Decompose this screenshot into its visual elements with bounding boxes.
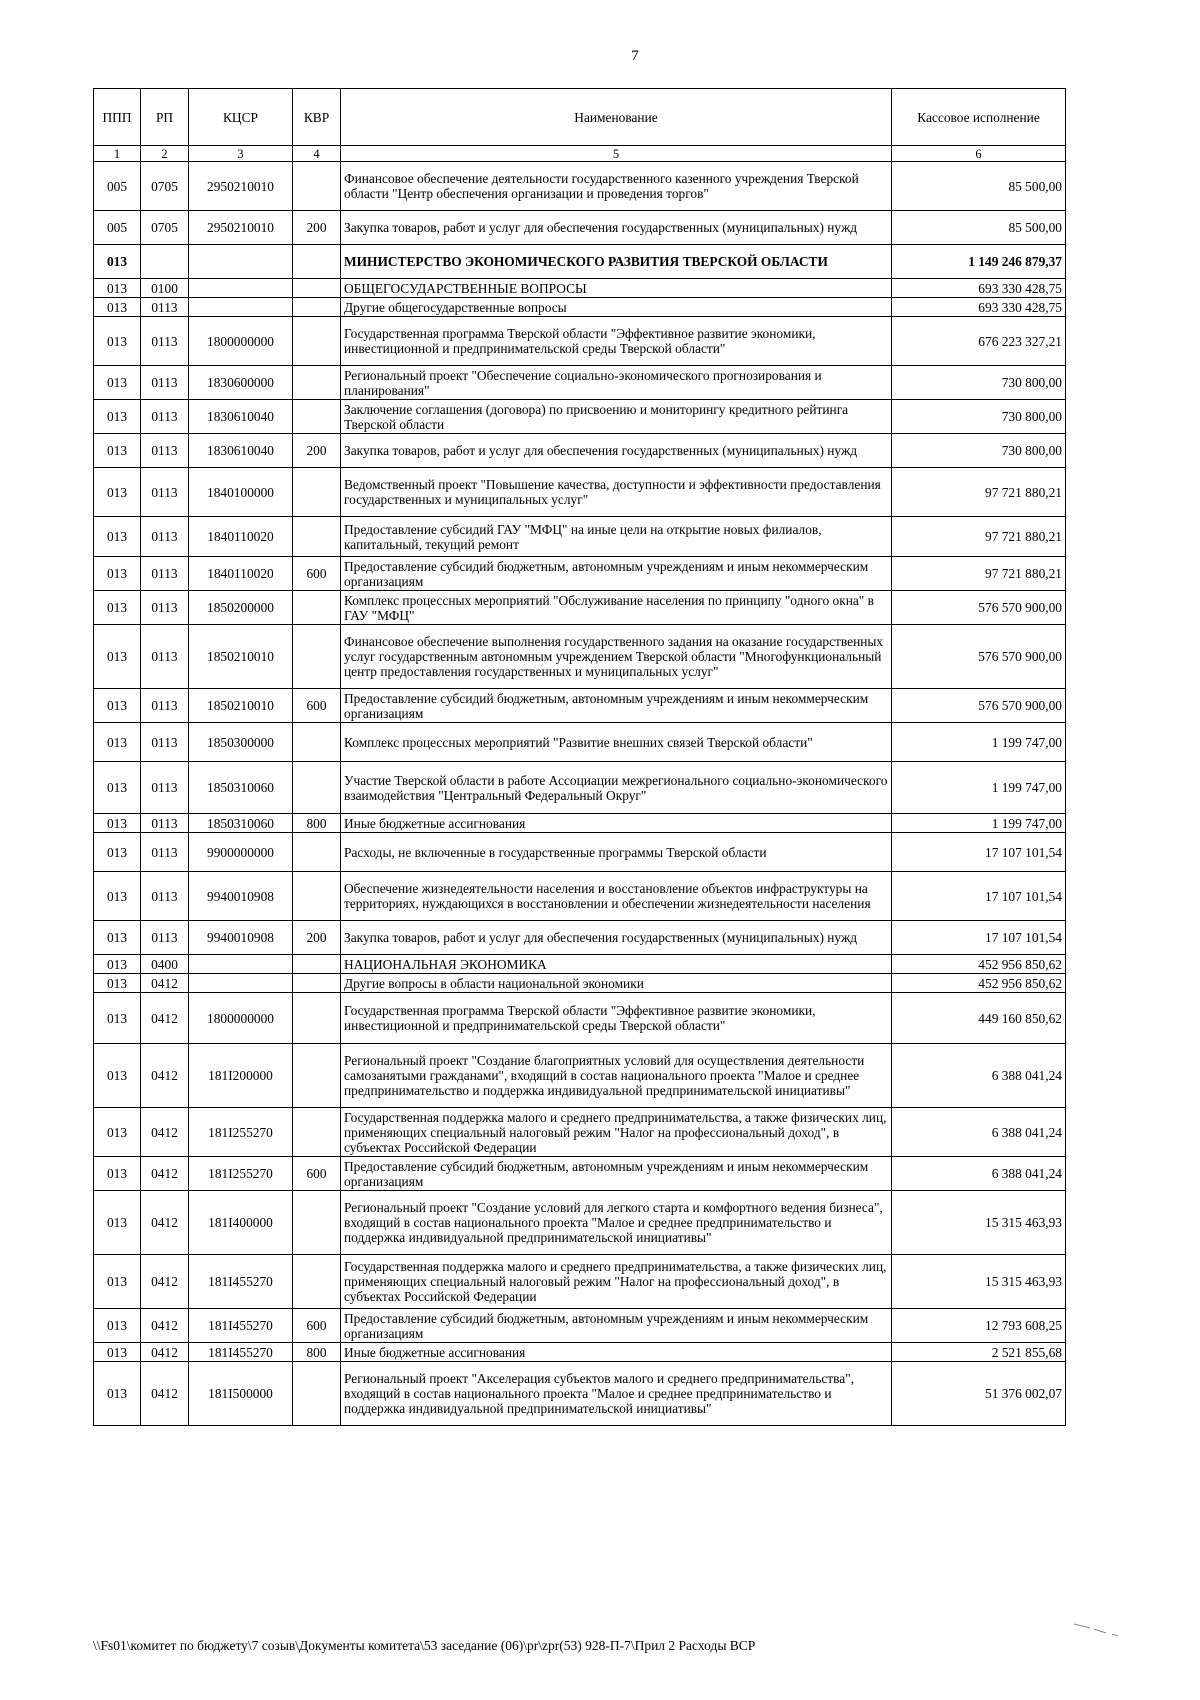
- cell-name: Закупка товаров, работ и услуг для обеспечения государственных (муниципальных) нужд: [341, 434, 892, 468]
- cell-rp: 0113: [141, 591, 189, 625]
- cell-ppp: 005: [94, 211, 141, 245]
- cell-amount: 449 160 850,62: [892, 993, 1066, 1044]
- cell-rp: 0400: [141, 955, 189, 974]
- cell-ppp: 013: [94, 400, 141, 434]
- cell-name: Финансовое обеспечение выполнения государственного задания на оказание государственных услуг государственным автономным учреждением Тверской области "Многофункциональный центр предоставления государственных и муниципальных услуг": [341, 625, 892, 689]
- cell-ppp: 013: [94, 1108, 141, 1157]
- cell-rp: 0113: [141, 557, 189, 591]
- cell-amount: 693 330 428,75: [892, 279, 1066, 298]
- cell-amount: 576 570 900,00: [892, 591, 1066, 625]
- header-rp: РП: [141, 89, 189, 146]
- cell-ppp: 013: [94, 814, 141, 833]
- cell-name: Другие вопросы в области национальной экономики: [341, 974, 892, 993]
- cell-rp: 0412: [141, 1108, 189, 1157]
- cell-kvr: [293, 762, 341, 814]
- cell-kcsr: 1850210010: [189, 625, 293, 689]
- cell-rp: 0412: [141, 1362, 189, 1426]
- table-row: [94, 279, 1066, 298]
- cell-amount: 97 721 880,21: [892, 517, 1066, 557]
- cell-kcsr: 2950210010: [189, 211, 293, 245]
- cell-kcsr: 1830610040: [189, 434, 293, 468]
- cell-ppp: 013: [94, 993, 141, 1044]
- table-row: [94, 814, 1066, 833]
- cell-name: МИНИСТЕРСТВО ЭКОНОМИЧЕСКОГО РАЗВИТИЯ ТВЕРСКОЙ ОБЛАСТИ: [341, 245, 892, 279]
- cell-rp: 0412: [141, 1191, 189, 1255]
- cell-rp: 0113: [141, 921, 189, 955]
- cell-kcsr: 1850200000: [189, 591, 293, 625]
- cell-kvr: [293, 317, 341, 366]
- cell-ppp: 013: [94, 1309, 141, 1343]
- cell-kvr: 600: [293, 1309, 341, 1343]
- cell-kcsr: 9940010908: [189, 921, 293, 955]
- cell-ppp: 013: [94, 557, 141, 591]
- table-row: [94, 400, 1066, 434]
- column-number: 4: [293, 146, 341, 162]
- cell-rp: 0412: [141, 1157, 189, 1191]
- cell-rp: 0113: [141, 723, 189, 762]
- cell-rp: 0113: [141, 517, 189, 557]
- cell-kvr: 600: [293, 1157, 341, 1191]
- cell-kvr: [293, 162, 341, 211]
- cell-ppp: 013: [94, 1255, 141, 1309]
- cell-kcsr: 181I400000: [189, 1191, 293, 1255]
- cell-ppp: 013: [94, 317, 141, 366]
- cell-name: Другие общегосударственные вопросы: [341, 298, 892, 317]
- cell-kcsr: 1850210010: [189, 689, 293, 723]
- page-number: 7: [631, 48, 639, 64]
- cell-amount: 15 315 463,93: [892, 1191, 1066, 1255]
- column-number: 3: [189, 146, 293, 162]
- cell-kvr: 200: [293, 211, 341, 245]
- cell-ppp: 013: [94, 1362, 141, 1426]
- cell-kvr: 600: [293, 557, 341, 591]
- cell-amount: 6 388 041,24: [892, 1108, 1066, 1157]
- header-kvr: КВР: [293, 89, 341, 146]
- cell-kcsr: 9900000000: [189, 833, 293, 872]
- cell-rp: 0705: [141, 211, 189, 245]
- header-name: Наименование: [341, 89, 892, 146]
- cell-amount: 730 800,00: [892, 400, 1066, 434]
- cell-name: НАЦИОНАЛЬНАЯ ЭКОНОМИКА: [341, 955, 892, 974]
- cell-ppp: 013: [94, 1343, 141, 1362]
- cell-name: Участие Тверской области в работе Ассоциации межрегионального социально-экономического взаимодействия "Центральный Федеральный Округ": [341, 762, 892, 814]
- header-kcsr: КЦСР: [189, 89, 293, 146]
- cell-kvr: [293, 298, 341, 317]
- cell-ppp: 013: [94, 689, 141, 723]
- table-row: [94, 1157, 1066, 1191]
- table-row: [94, 366, 1066, 400]
- table-row: [94, 993, 1066, 1044]
- cell-rp: 0113: [141, 434, 189, 468]
- cell-amount: 452 956 850,62: [892, 974, 1066, 993]
- cell-name: Предоставление субсидий ГАУ "МФЦ" на иные цели на открытие новых филиалов, капитальный, текущий ремонт: [341, 517, 892, 557]
- cell-kcsr: 1850310060: [189, 814, 293, 833]
- cell-ppp: 013: [94, 872, 141, 921]
- cell-kvr: [293, 1255, 341, 1309]
- cell-rp: 0113: [141, 400, 189, 434]
- cell-ppp: 013: [94, 245, 141, 279]
- cell-rp: 0113: [141, 814, 189, 833]
- cell-kvr: [293, 723, 341, 762]
- cell-amount: 693 330 428,75: [892, 298, 1066, 317]
- column-number: 2: [141, 146, 189, 162]
- cell-ppp: 013: [94, 921, 141, 955]
- cell-kcsr: 1830600000: [189, 366, 293, 400]
- table-row: [94, 955, 1066, 974]
- table-row: [94, 1044, 1066, 1108]
- cell-rp: 0113: [141, 762, 189, 814]
- cell-name: Комплекс процессных мероприятий "Обслуживание населения по принципу "одного окна" в ГАУ "МФЦ": [341, 591, 892, 625]
- cell-kvr: [293, 591, 341, 625]
- cell-rp: 0113: [141, 298, 189, 317]
- cell-ppp: 013: [94, 366, 141, 400]
- cell-ppp: 013: [94, 625, 141, 689]
- cell-amount: 17 107 101,54: [892, 833, 1066, 872]
- cell-amount: 676 223 327,21: [892, 317, 1066, 366]
- cell-name: Региональный проект "Обеспечение социально-экономического прогнозирования и планирования": [341, 366, 892, 400]
- cell-kvr: 600: [293, 689, 341, 723]
- cell-kcsr: 181I455270: [189, 1343, 293, 1362]
- cell-amount: 15 315 463,93: [892, 1255, 1066, 1309]
- cell-ppp: 013: [94, 434, 141, 468]
- cell-name: Заключение соглашения (договора) по присвоению и мониторингу кредитного рейтинга Тверской области: [341, 400, 892, 434]
- cell-amount: 17 107 101,54: [892, 872, 1066, 921]
- table-row: [94, 1362, 1066, 1426]
- cell-ppp: 005: [94, 162, 141, 211]
- table-row: [94, 833, 1066, 872]
- cell-name: Финансовое обеспечение деятельности государственного казенного учреждения Тверской области "Центр обеспечения организации и проведения торгов": [341, 162, 892, 211]
- cell-amount: 730 800,00: [892, 434, 1066, 468]
- cell-name: Государственная программа Тверской области "Эффективное развитие экономики, инвестиционной и предпринимательской среды Тверской области": [341, 993, 892, 1044]
- table-row: [94, 762, 1066, 814]
- cell-rp: [141, 245, 189, 279]
- header-ppp: ППП: [94, 89, 141, 146]
- cell-kcsr: 1840110020: [189, 557, 293, 591]
- cell-kvr: [293, 833, 341, 872]
- footer-file-path: \\Fs01\комитет по бюджету\7 созыв\Документы комитета\53 заседание (06)\pr\zpr(53) 928-П-7\Прил 2 Расходы ВСР: [93, 1638, 756, 1653]
- cell-kcsr: 1800000000: [189, 317, 293, 366]
- cell-amount: 1 199 747,00: [892, 814, 1066, 833]
- cell-name: Региональный проект "Акселерация субъектов малого и среднего предпринимательства", входящий в состав национального проекта "Малое и среднее предпринимательство и поддержка индивидуальной предпринимательской инициативы": [341, 1362, 892, 1426]
- cell-ppp: 013: [94, 591, 141, 625]
- table-row: [94, 317, 1066, 366]
- cell-ppp: 013: [94, 974, 141, 993]
- cell-kvr: [293, 468, 341, 517]
- cell-amount: 17 107 101,54: [892, 921, 1066, 955]
- cell-kvr: [293, 400, 341, 434]
- cell-name: Государственная поддержка малого и среднего предпринимательства, а также физических лиц, применяющих специальный налоговый режим "Налог на профессиональный доход", в субъектах Российской Федерации: [341, 1255, 892, 1309]
- cell-kcsr: 181I255270: [189, 1157, 293, 1191]
- cell-kcsr: [189, 279, 293, 298]
- cell-kvr: 800: [293, 1343, 341, 1362]
- cell-kcsr: 1850310060: [189, 762, 293, 814]
- table-row: [94, 921, 1066, 955]
- cell-ppp: 013: [94, 955, 141, 974]
- cell-rp: 0100: [141, 279, 189, 298]
- cell-rp: 0113: [141, 872, 189, 921]
- cell-amount: 6 388 041,24: [892, 1044, 1066, 1108]
- cell-kvr: [293, 517, 341, 557]
- cell-kvr: [293, 955, 341, 974]
- cell-rp: 0412: [141, 1343, 189, 1362]
- cell-rp: 0412: [141, 1044, 189, 1108]
- cell-kcsr: [189, 245, 293, 279]
- cell-ppp: 013: [94, 1157, 141, 1191]
- cell-kcsr: 1800000000: [189, 993, 293, 1044]
- cell-rp: 0412: [141, 974, 189, 993]
- cell-amount: 97 721 880,21: [892, 468, 1066, 517]
- cell-name: Комплекс процессных мероприятий "Развитие внешних связей Тверской области": [341, 723, 892, 762]
- table-row: [94, 1309, 1066, 1343]
- cell-amount: 1 149 246 879,37: [892, 245, 1066, 279]
- cell-amount: 2 521 855,68: [892, 1343, 1066, 1362]
- cell-name: Предоставление субсидий бюджетным, автономным учреждениям и иным некоммерческим организациям: [341, 557, 892, 591]
- table-row: [94, 1191, 1066, 1255]
- cell-amount: 85 500,00: [892, 211, 1066, 245]
- cell-amount: 576 570 900,00: [892, 689, 1066, 723]
- table-row: [94, 1108, 1066, 1157]
- cell-name: Закупка товаров, работ и услуг для обеспечения государственных (муниципальных) нужд: [341, 921, 892, 955]
- cell-amount: 85 500,00: [892, 162, 1066, 211]
- cell-rp: 0412: [141, 1255, 189, 1309]
- cell-kvr: 800: [293, 814, 341, 833]
- table-row: [94, 298, 1066, 317]
- cell-kvr: [293, 872, 341, 921]
- cell-name: Закупка товаров, работ и услуг для обеспечения государственных (муниципальных) нужд: [341, 211, 892, 245]
- cell-ppp: 013: [94, 833, 141, 872]
- cell-kcsr: 1830610040: [189, 400, 293, 434]
- cell-kcsr: 9940010908: [189, 872, 293, 921]
- cell-amount: 97 721 880,21: [892, 557, 1066, 591]
- cell-kvr: [293, 625, 341, 689]
- table-row: [94, 468, 1066, 517]
- cell-name: Региональный проект "Создание благоприятных условий для осуществления деятельности самозанятыми гражданами", входящий в состав национального проекта "Малое и среднее предпринимательство и поддержка индивидуальной предпринимательской инициативы": [341, 1044, 892, 1108]
- cell-kvr: 200: [293, 434, 341, 468]
- cell-ppp: 013: [94, 468, 141, 517]
- cell-amount: 452 956 850,62: [892, 955, 1066, 974]
- cell-amount: 730 800,00: [892, 366, 1066, 400]
- column-number-row: [94, 146, 1066, 162]
- cell-kcsr: 181I455270: [189, 1255, 293, 1309]
- table-body: [94, 162, 1066, 1426]
- cell-name: Региональный проект "Создание условий для легкого старта и комфортного ведения бизнеса", входящий в состав национального проекта "Малое и среднее предпринимательство и поддержка индивидуальной предпринимательской инициативы": [341, 1191, 892, 1255]
- column-number: 1: [94, 146, 141, 162]
- cell-rp: 0113: [141, 833, 189, 872]
- cell-kcsr: 181I200000: [189, 1044, 293, 1108]
- table-row: [94, 723, 1066, 762]
- cell-name: Иные бюджетные ассигнования: [341, 814, 892, 833]
- cell-kvr: [293, 1191, 341, 1255]
- table-row: [94, 245, 1066, 279]
- cell-rp: 0113: [141, 689, 189, 723]
- table-row: [94, 1255, 1066, 1309]
- cell-kvr: 200: [293, 921, 341, 955]
- cell-rp: 0113: [141, 366, 189, 400]
- cell-amount: 51 376 002,07: [892, 1362, 1066, 1426]
- cell-name: Государственная поддержка малого и среднего предпринимательства, а также физических лиц, применяющих специальный налоговый режим "Налог на профессиональный доход", в субъектах Российской Федерации: [341, 1108, 892, 1157]
- table-row: [94, 689, 1066, 723]
- cell-kcsr: 1840100000: [189, 468, 293, 517]
- cell-kvr: [293, 366, 341, 400]
- cell-kvr: [293, 1044, 341, 1108]
- budget-table: [93, 88, 1066, 1426]
- cell-ppp: 013: [94, 298, 141, 317]
- table-row: [94, 625, 1066, 689]
- cell-kcsr: [189, 298, 293, 317]
- cell-kvr: [293, 245, 341, 279]
- cell-amount: 1 199 747,00: [892, 723, 1066, 762]
- cell-name: Предоставление субсидий бюджетным, автономным учреждениям и иным некоммерческим организациям: [341, 689, 892, 723]
- cell-kcsr: 181I255270: [189, 1108, 293, 1157]
- table-row: [94, 557, 1066, 591]
- cell-kcsr: [189, 955, 293, 974]
- cell-ppp: 013: [94, 723, 141, 762]
- table-row: [94, 1343, 1066, 1362]
- cell-ppp: 013: [94, 517, 141, 557]
- cell-amount: 12 793 608,25: [892, 1309, 1066, 1343]
- cell-ppp: 013: [94, 279, 141, 298]
- cell-name: Расходы, не включенные в государственные программы Тверской области: [341, 833, 892, 872]
- cell-kcsr: 2950210010: [189, 162, 293, 211]
- cell-name: Ведомственный проект "Повышение качества, доступности и эффективности предоставления государственных и муниципальных услуг": [341, 468, 892, 517]
- column-number: 6: [892, 146, 1066, 162]
- cell-rp: 0113: [141, 317, 189, 366]
- table-row: [94, 517, 1066, 557]
- table-row: [94, 872, 1066, 921]
- cell-rp: 0113: [141, 468, 189, 517]
- cell-kcsr: 181I500000: [189, 1362, 293, 1426]
- cell-ppp: 013: [94, 1191, 141, 1255]
- cell-kcsr: [189, 974, 293, 993]
- cell-kcsr: 1850300000: [189, 723, 293, 762]
- cell-name: Иные бюджетные ассигнования: [341, 1343, 892, 1362]
- cell-kvr: [293, 1108, 341, 1157]
- cell-rp: 0113: [141, 625, 189, 689]
- cell-name: Государственная программа Тверской области "Эффективное развитие экономики, инвестиционной и предпринимательской среды Тверской области": [341, 317, 892, 366]
- table-row: [94, 591, 1066, 625]
- table-row: [94, 974, 1066, 993]
- table-row: [94, 162, 1066, 211]
- cell-amount: 6 388 041,24: [892, 1157, 1066, 1191]
- cell-rp: 0412: [141, 1309, 189, 1343]
- cell-name: Обеспечение жизнедеятельности населения и восстановление объектов инфраструктуры на территориях, нуждающихся в восстановлении и обеспечении жизнедеятельности населения: [341, 872, 892, 921]
- cell-name: Предоставление субсидий бюджетным, автономным учреждениям и иным некоммерческим организациям: [341, 1157, 892, 1191]
- cell-kvr: [293, 279, 341, 298]
- cell-kcsr: 1840110020: [189, 517, 293, 557]
- cell-name: Предоставление субсидий бюджетным, автономным учреждениям и иным некоммерческим организациям: [341, 1309, 892, 1343]
- cell-kcsr: 181I455270: [189, 1309, 293, 1343]
- cell-rp: 0412: [141, 993, 189, 1044]
- table-header-row: [94, 89, 1066, 146]
- pen-mark: [1072, 1620, 1132, 1640]
- cell-name: ОБЩЕГОСУДАРСТВЕННЫЕ ВОПРОСЫ: [341, 279, 892, 298]
- cell-ppp: 013: [94, 1044, 141, 1108]
- cell-amount: 576 570 900,00: [892, 625, 1066, 689]
- table-row: [94, 434, 1066, 468]
- cell-kvr: [293, 974, 341, 993]
- cell-ppp: 013: [94, 762, 141, 814]
- cell-amount: 1 199 747,00: [892, 762, 1066, 814]
- cell-kvr: [293, 1362, 341, 1426]
- header-amount: Кассовое исполнение: [892, 89, 1066, 146]
- cell-kvr: [293, 993, 341, 1044]
- column-number: 5: [341, 146, 892, 162]
- cell-rp: 0705: [141, 162, 189, 211]
- table-row: [94, 211, 1066, 245]
